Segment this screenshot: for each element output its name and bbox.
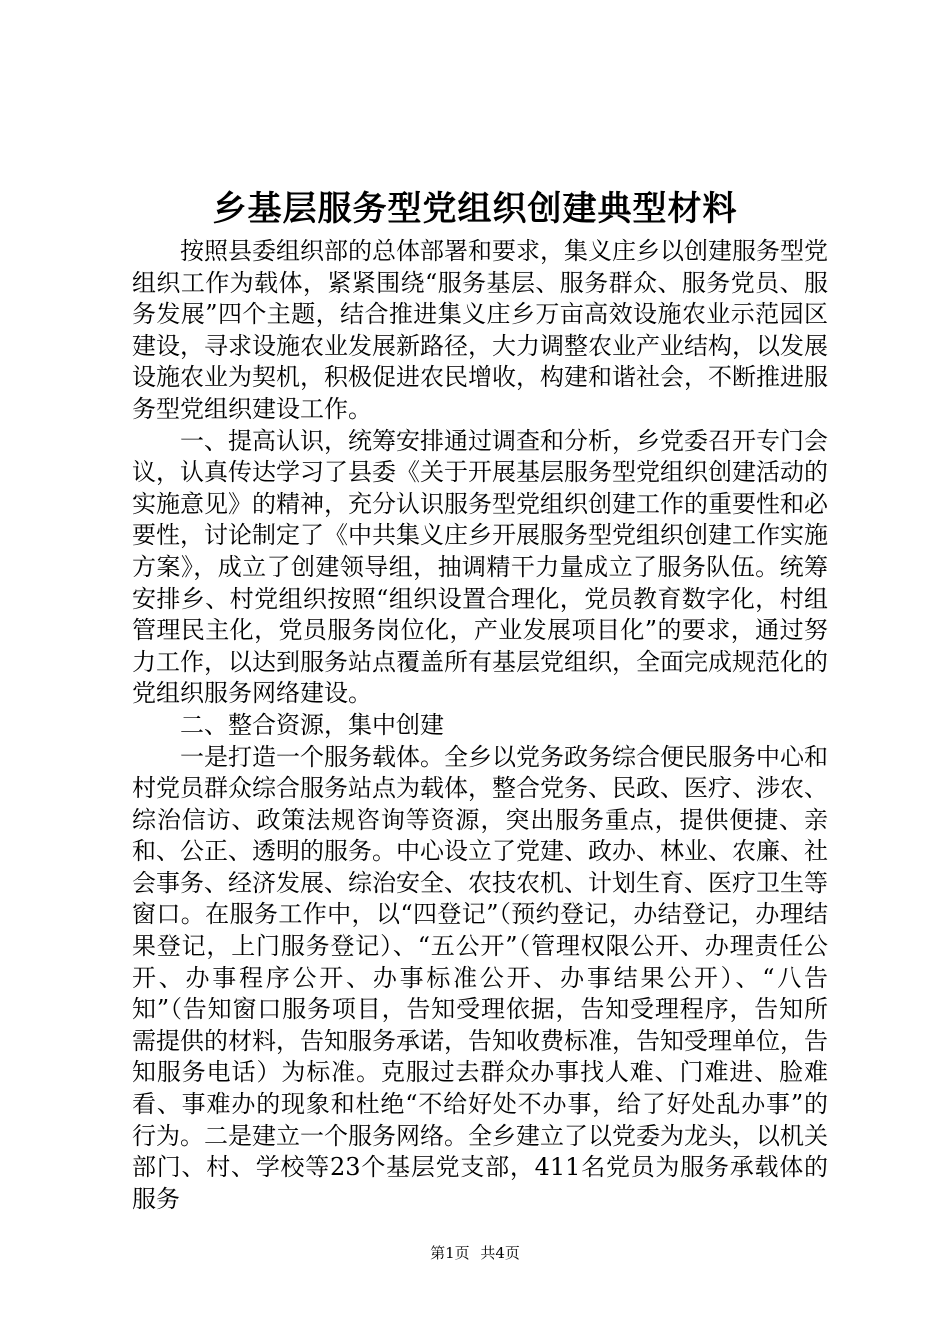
page-number: 第1页 xyxy=(430,1244,470,1262)
paragraph-section-2-heading: 二、整合资源，集中创建 xyxy=(180,710,444,739)
document-body xyxy=(132,236,828,1215)
paragraph-section-1: 一、提高认识，统筹安排通过调查和分析，乡党委召开专门会议，认真传达学习了县委《关于开展基层服务型党组织创建活动的实施意见》的精神，充分认识服务型党组织创建工作的重要性和必要性，讨论制定了《中共集义庄乡开展服务型党组织创建工作实施方案》，成立了创建领导组，抽调精干力量成立了服务队伍。统筹安排乡、村党组织按照“组织设置合理化，党员教育数字化，村组管理民主化，党员服务岗位化，产业发展项目化”的要求，通过努力工作，以达到服务站点覆盖所有基层党组织，全面完成规范化的党组织服务网络建设。 xyxy=(132,426,828,708)
paragraph-section-2-body: 一是打造一个服务载体。全乡以党务政务综合便民服务中心和村党员群众综合服务站点为载体，整合党务、民政、医疗、涉农、综治信访、政策法规咨询等资源，突出服务重点，提供便捷、亲和、公正、透明的服务。中心设立了党建、政办、林业、农廉、社会事务、经济发展、综治安全、农技农机、计划生育、医疗卫生等窗口。在服务工作中，以“四登记”（预约登记，办结登记，办理结果登记，上门服务登记）、“五公开”（管理权限公开、办理责任公开、办事程序公开、办事标准公开、办事结果公开）、“八告知”（告知窗口服务项目，告知受理依据，告知受理程序，告知所需提供的材料，告知服务承诺，告知收费标准，告知受理单位，告知服务电话）为标准。克服过去群众办事找人难、门难进、脸难看、事难办的现象和杜绝“不给好处不办事，给了好处乱办事”的行为。二是建立一个服务网络。全乡建立了以党委为龙头，以机关部门、村、学校等23个基层党支部，411名党员为服务承载体的服务 xyxy=(132,742,828,1213)
page-footer xyxy=(0,1243,950,1263)
document-title: 乡基层服务型党组织创建典型材料 xyxy=(212,189,738,229)
paragraph-intro: 按照县委组织部的总体部署和要求，集义庄乡以创建服务型党组织工作为载体，紧紧围绕“服务基层、服务群众、服务党员、服务发展”四个主题，结合推进集义庄乡万亩高效设施农业示范园区建设，寻求设施农业发展新路径，大力调整农业产业结构，以发展设施农业为契机，积极促进农民增收，构建和谐社会，不断推进服务型党组织建设工作。 xyxy=(132,237,828,423)
page-total: 共4页 xyxy=(480,1244,520,1262)
